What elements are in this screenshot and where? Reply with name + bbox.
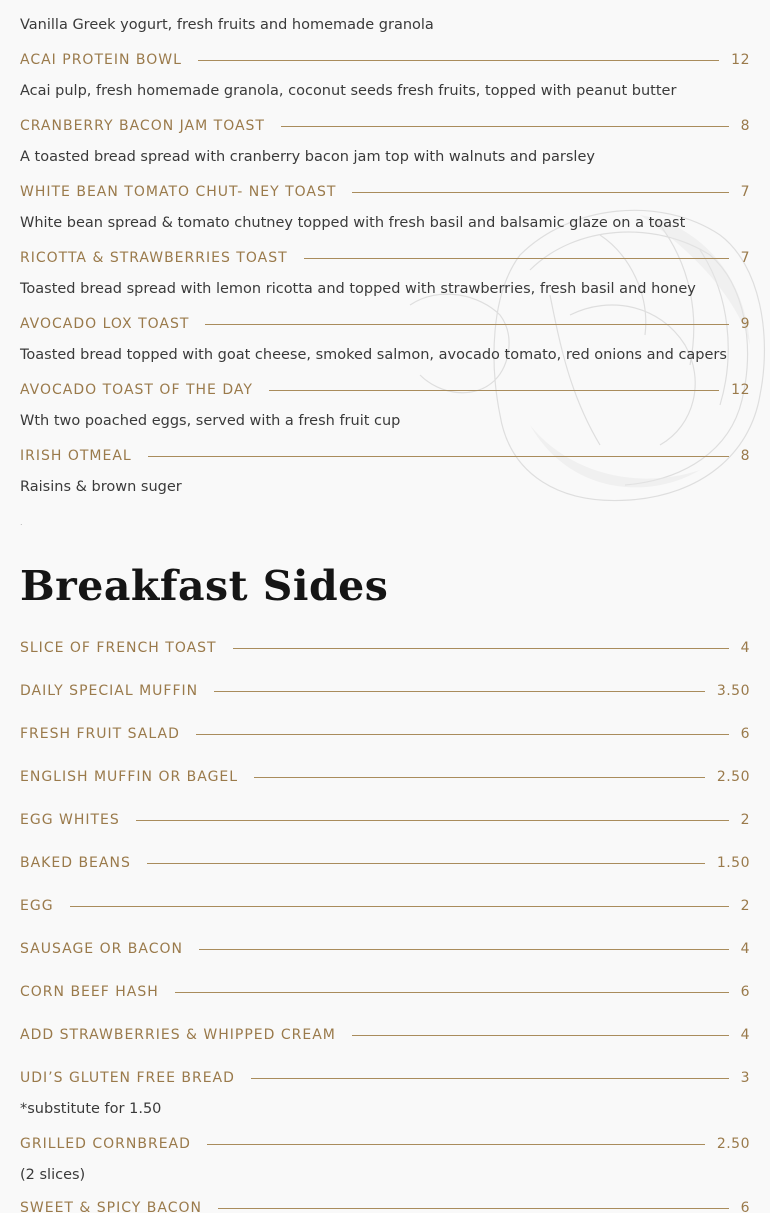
menu-item xyxy=(20,809,750,831)
item-price: 2 xyxy=(740,898,750,914)
item-description: *substitute for 1.50 xyxy=(20,1101,162,1117)
leader-line xyxy=(218,1208,729,1209)
item-price: 2 xyxy=(740,812,750,828)
item-name: CORN BEEF HASH xyxy=(20,984,159,1000)
leader-line xyxy=(175,992,729,993)
item-name: DAILY SPECIAL MUFFIN xyxy=(20,683,199,699)
item-name: FRESH FRUIT SALAD xyxy=(20,726,180,742)
item-price: 4 xyxy=(740,1027,750,1043)
item-description: White bean spread & tomato chutney topped with fresh basil and balsamic glaze on a toast xyxy=(20,215,686,231)
leader-line xyxy=(251,1078,729,1079)
item-price: 2.50 xyxy=(716,1136,750,1152)
item-price: 1.50 xyxy=(716,855,750,871)
leader-line xyxy=(352,1035,729,1036)
item-price: 7 xyxy=(740,184,750,200)
item-name: RICOTTA & STRAWBERRIES TOAST xyxy=(20,250,288,266)
leader-line xyxy=(254,777,705,778)
item-price: 9 xyxy=(740,316,750,332)
menu-item xyxy=(20,981,750,1003)
item-description: Vanilla Greek yogurt, fresh fruits and homemade granola xyxy=(20,17,434,33)
menu-item xyxy=(20,766,750,788)
menu-item xyxy=(20,1067,750,1089)
item-name: IRISH OTMEAL xyxy=(20,448,132,464)
menu-item xyxy=(20,938,750,960)
item-description: Toasted bread spread with lemon ricotta and topped with strawberries, fresh basil and honey xyxy=(20,281,696,297)
item-description: Acai pulp, fresh homemade granola, coconut seeds fresh fruits, topped with peanut butter xyxy=(20,83,677,99)
leader-line xyxy=(199,949,729,950)
menu-item xyxy=(20,313,750,335)
item-price: 3 xyxy=(740,1070,750,1086)
leader-line xyxy=(148,456,729,457)
leader-line xyxy=(214,691,705,692)
item-description: (2 slices) xyxy=(20,1167,86,1183)
item-description: Toasted bread topped with goat cheese, smoked salmon, avocado tomato, red onions and capers xyxy=(20,347,727,363)
item-price: 2.50 xyxy=(716,769,750,785)
item-price: 4 xyxy=(740,640,750,656)
leader-line xyxy=(269,390,719,391)
leader-line xyxy=(147,863,705,864)
item-name: SAUSAGE OR BACON xyxy=(20,941,183,957)
item-price: 6 xyxy=(740,726,750,742)
item-name: ACAI PROTEIN BOWL xyxy=(20,52,182,68)
leader-line xyxy=(196,734,729,735)
leader-line xyxy=(70,906,729,907)
menu-item xyxy=(20,181,750,203)
menu-item xyxy=(20,680,750,702)
menu-item xyxy=(20,852,750,874)
menu-item xyxy=(20,895,750,917)
item-price: 8 xyxy=(740,118,750,134)
item-price: 12 xyxy=(731,382,750,398)
item-price: 3.50 xyxy=(716,683,750,699)
menu-item xyxy=(20,247,750,269)
leader-line xyxy=(205,324,728,325)
menu-item xyxy=(20,115,750,137)
trailing-mark: . xyxy=(20,518,23,527)
item-name: BAKED BEANS xyxy=(20,855,131,871)
item-name: GRILLED CORNBREAD xyxy=(20,1136,191,1152)
item-description: Raisins & brown suger xyxy=(20,479,182,495)
leader-line xyxy=(352,192,728,193)
item-name: WHITE BEAN TOMATO CHUT- NEY TOAST xyxy=(20,184,337,200)
menu-item xyxy=(20,1197,750,1213)
menu-item xyxy=(20,1024,750,1046)
item-name: AVOCADO LOX TOAST xyxy=(20,316,190,332)
item-price: 4 xyxy=(740,941,750,957)
menu-item xyxy=(20,1133,750,1155)
item-description: A toasted bread spread with cranberry bacon jam top with walnuts and parsley xyxy=(20,149,595,165)
leader-line xyxy=(233,648,729,649)
menu-item xyxy=(20,49,750,71)
item-name: EGG xyxy=(20,898,54,914)
menu-item xyxy=(20,379,750,401)
item-price: 6 xyxy=(740,1200,750,1213)
item-name: SLICE OF FRENCH TOAST xyxy=(20,640,217,656)
menu-item xyxy=(20,445,750,467)
item-price: 12 xyxy=(731,52,750,68)
item-name: ADD STRAWBERRIES & WHIPPED CREAM xyxy=(20,1027,336,1043)
item-price: 8 xyxy=(740,448,750,464)
item-price: 6 xyxy=(740,984,750,1000)
leader-line xyxy=(207,1144,705,1145)
item-name: AVOCADO TOAST OF THE DAY xyxy=(20,382,253,398)
item-name: ENGLISH MUFFIN OR BAGEL xyxy=(20,769,239,785)
item-price: 7 xyxy=(740,250,750,266)
leader-line xyxy=(281,126,729,127)
leader-line xyxy=(198,60,719,61)
leader-line xyxy=(304,258,729,259)
menu-item xyxy=(20,723,750,745)
item-name: CRANBERRY BACON JAM TOAST xyxy=(20,118,265,134)
item-name: EGG WHITES xyxy=(20,812,120,828)
section-heading: Breakfast Sides xyxy=(20,562,389,610)
item-name: UDI’S GLUTEN FREE BREAD xyxy=(20,1070,235,1086)
menu-item xyxy=(20,637,750,659)
leader-line xyxy=(136,820,729,821)
item-description: Wth two poached eggs, served with a fresh fruit cup xyxy=(20,413,401,429)
item-name: SWEET & SPICY BACON xyxy=(20,1200,202,1213)
